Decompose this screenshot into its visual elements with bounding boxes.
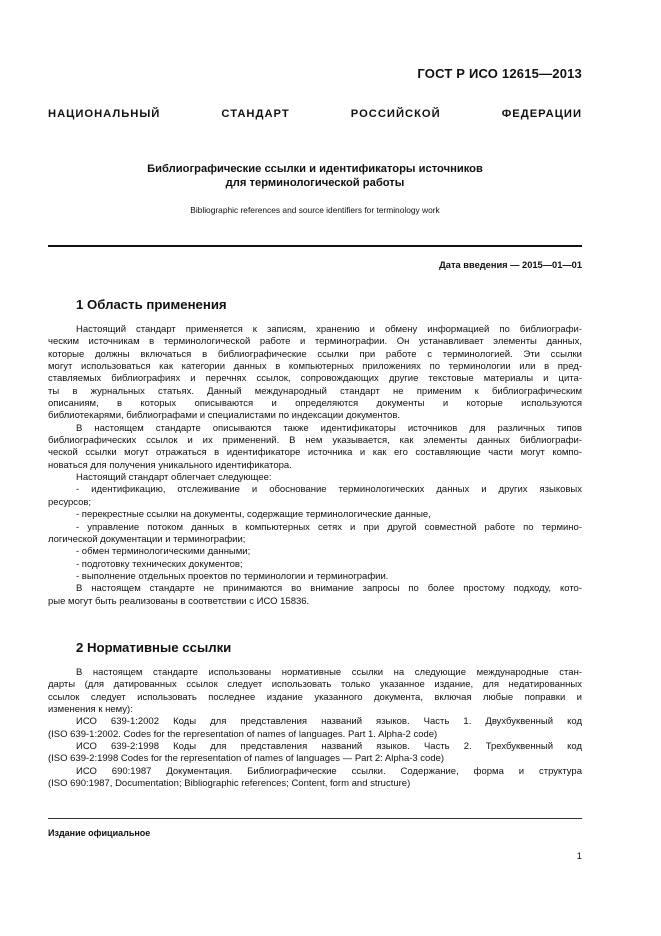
section-2-body xyxy=(48,667,582,790)
section-1-heading: 1 Область применения xyxy=(76,297,227,312)
reference-item: ИСО 690:1987 Документация. Библиографические ссылки. Содержание, форма и структура xyxy=(76,765,582,777)
text-line: библиографических ссылок и их применений. В нем указывается, как элементы данных библиографи- xyxy=(48,435,582,447)
national-standard-banner: НАЦИОНАЛЬНЫЙ СТАНДАРТ РОССИЙСКОЙ ФЕДЕРАЦИИ xyxy=(48,108,582,120)
text-line: дарты (для датированных ссылок следует использовать только указанное издание, для недатированных xyxy=(48,679,582,691)
document-code: ГОСТ Р ИСО 12615—2013 xyxy=(417,66,582,81)
text-line: Настоящий стандарт применяется к записям, хранению и обмену информацией по библиографи- xyxy=(76,324,582,335)
reference-item-en: (ISO 639-1:2002. Codes for the representation of names of languages. Part 1. Alpha-2 code) xyxy=(48,728,438,740)
text-line: Настоящий стандарт облегчает следующее: xyxy=(76,472,272,484)
text-line: ческой ссылки могут отражаться в идентификаторе источника и как его составляющие части могут компо- xyxy=(48,447,582,459)
text-line: В настоящем стандарте описываются также идентификаторы источников для различных типов xyxy=(76,422,582,434)
text-line: В настоящем стандарте использованы нормативные ссылки на следующие международные стан- xyxy=(76,667,582,678)
reference-item-en: (ISO 639-2:1998 Codes for the representation of names of languages — Part 2: Alpha-3 code) xyxy=(48,753,445,765)
reference-item: ИСО 639-1:2002 Коды для представления названий языков. Часть 1. Двухбуквенный код xyxy=(76,716,582,728)
text-line: логической документации и терминографии; xyxy=(48,533,246,545)
text-line: которые должны включаться в библиографические ссылки при работе с терминологией. Эти ссылки xyxy=(48,348,582,360)
text-line: описаниям, в которых описываются и определяются документы и которые используются xyxy=(48,398,582,410)
text-line: ресурсов; xyxy=(48,496,92,508)
text-line: В настоящем стандарте не принимаются во внимание запросы по более простому подходу, кото- xyxy=(76,583,582,595)
text-line: ставляемых библиографиях и перечнях ссылок, сопровождающих другие текстовые материалы и цита- xyxy=(48,373,582,385)
page-number: 1 xyxy=(576,851,582,862)
text-line: ссылок следует использовать последнее издание указанного документа, включая любые поправки и xyxy=(48,691,582,703)
list-item: - выполнение отдельных проектов по терминологии и терминографии. xyxy=(76,570,389,582)
list-item: - управление потоком данных в компьютерных сетях и при другой совместной работе по термино- xyxy=(76,521,582,533)
reference-item: ИСО 639-2:1998 Коды для представления названий языков. Часть 2. Трехбуквенный код xyxy=(76,741,582,753)
list-item: - обмен терминологическими данными; xyxy=(76,546,251,558)
section-2-heading: 2 Нормативные ссылки xyxy=(76,640,232,655)
list-item: - подготовку технических документов; xyxy=(76,558,243,570)
document-title-ru xyxy=(48,162,582,190)
title-ru-line-1: Библиографические ссылки и идентификаторы источников xyxy=(147,163,483,175)
title-ru-line-2: для терминологической работы xyxy=(225,177,405,189)
reference-item-en: (ISO 690:1987, Documentation; Bibliographic references; Content, form and structure) xyxy=(48,778,411,790)
footer-divider xyxy=(48,818,582,819)
text-line: изменения к нему): xyxy=(48,704,133,716)
text-line: рые могут быть реализованы в соответствии с ИСО 15836. xyxy=(48,595,310,607)
text-line: ческим источникам в терминологической работе и терминографии. Он устанавливает элементы данных, xyxy=(48,336,582,348)
official-edition-label: Издание официальное xyxy=(48,828,151,838)
introduction-date: Дата введения — 2015—01—01 xyxy=(439,260,582,270)
text-line: библиотекарями, библиографами и специалистами по индексации документов. xyxy=(48,410,401,422)
text-line: могут использоваться как категории данных в компьютерных приложениях по терминологии или в пред- xyxy=(48,361,582,373)
list-item: - идентификацию, отслеживание и обоснование терминологических данных и других языковых xyxy=(76,484,582,496)
title-divider xyxy=(48,245,582,247)
text-line: ты в журнальных статьях. Данный международный стандарт не применим к библиографическим xyxy=(48,385,582,397)
section-1-body xyxy=(48,324,582,608)
text-line: новаться для получения уникального идентификатора. xyxy=(48,459,292,471)
document-title-en: Bibliographic references and source identifiers for terminology work xyxy=(190,205,440,215)
list-item: - перекрестные ссылки на документы, содержащие терминологические данные, xyxy=(76,509,431,521)
